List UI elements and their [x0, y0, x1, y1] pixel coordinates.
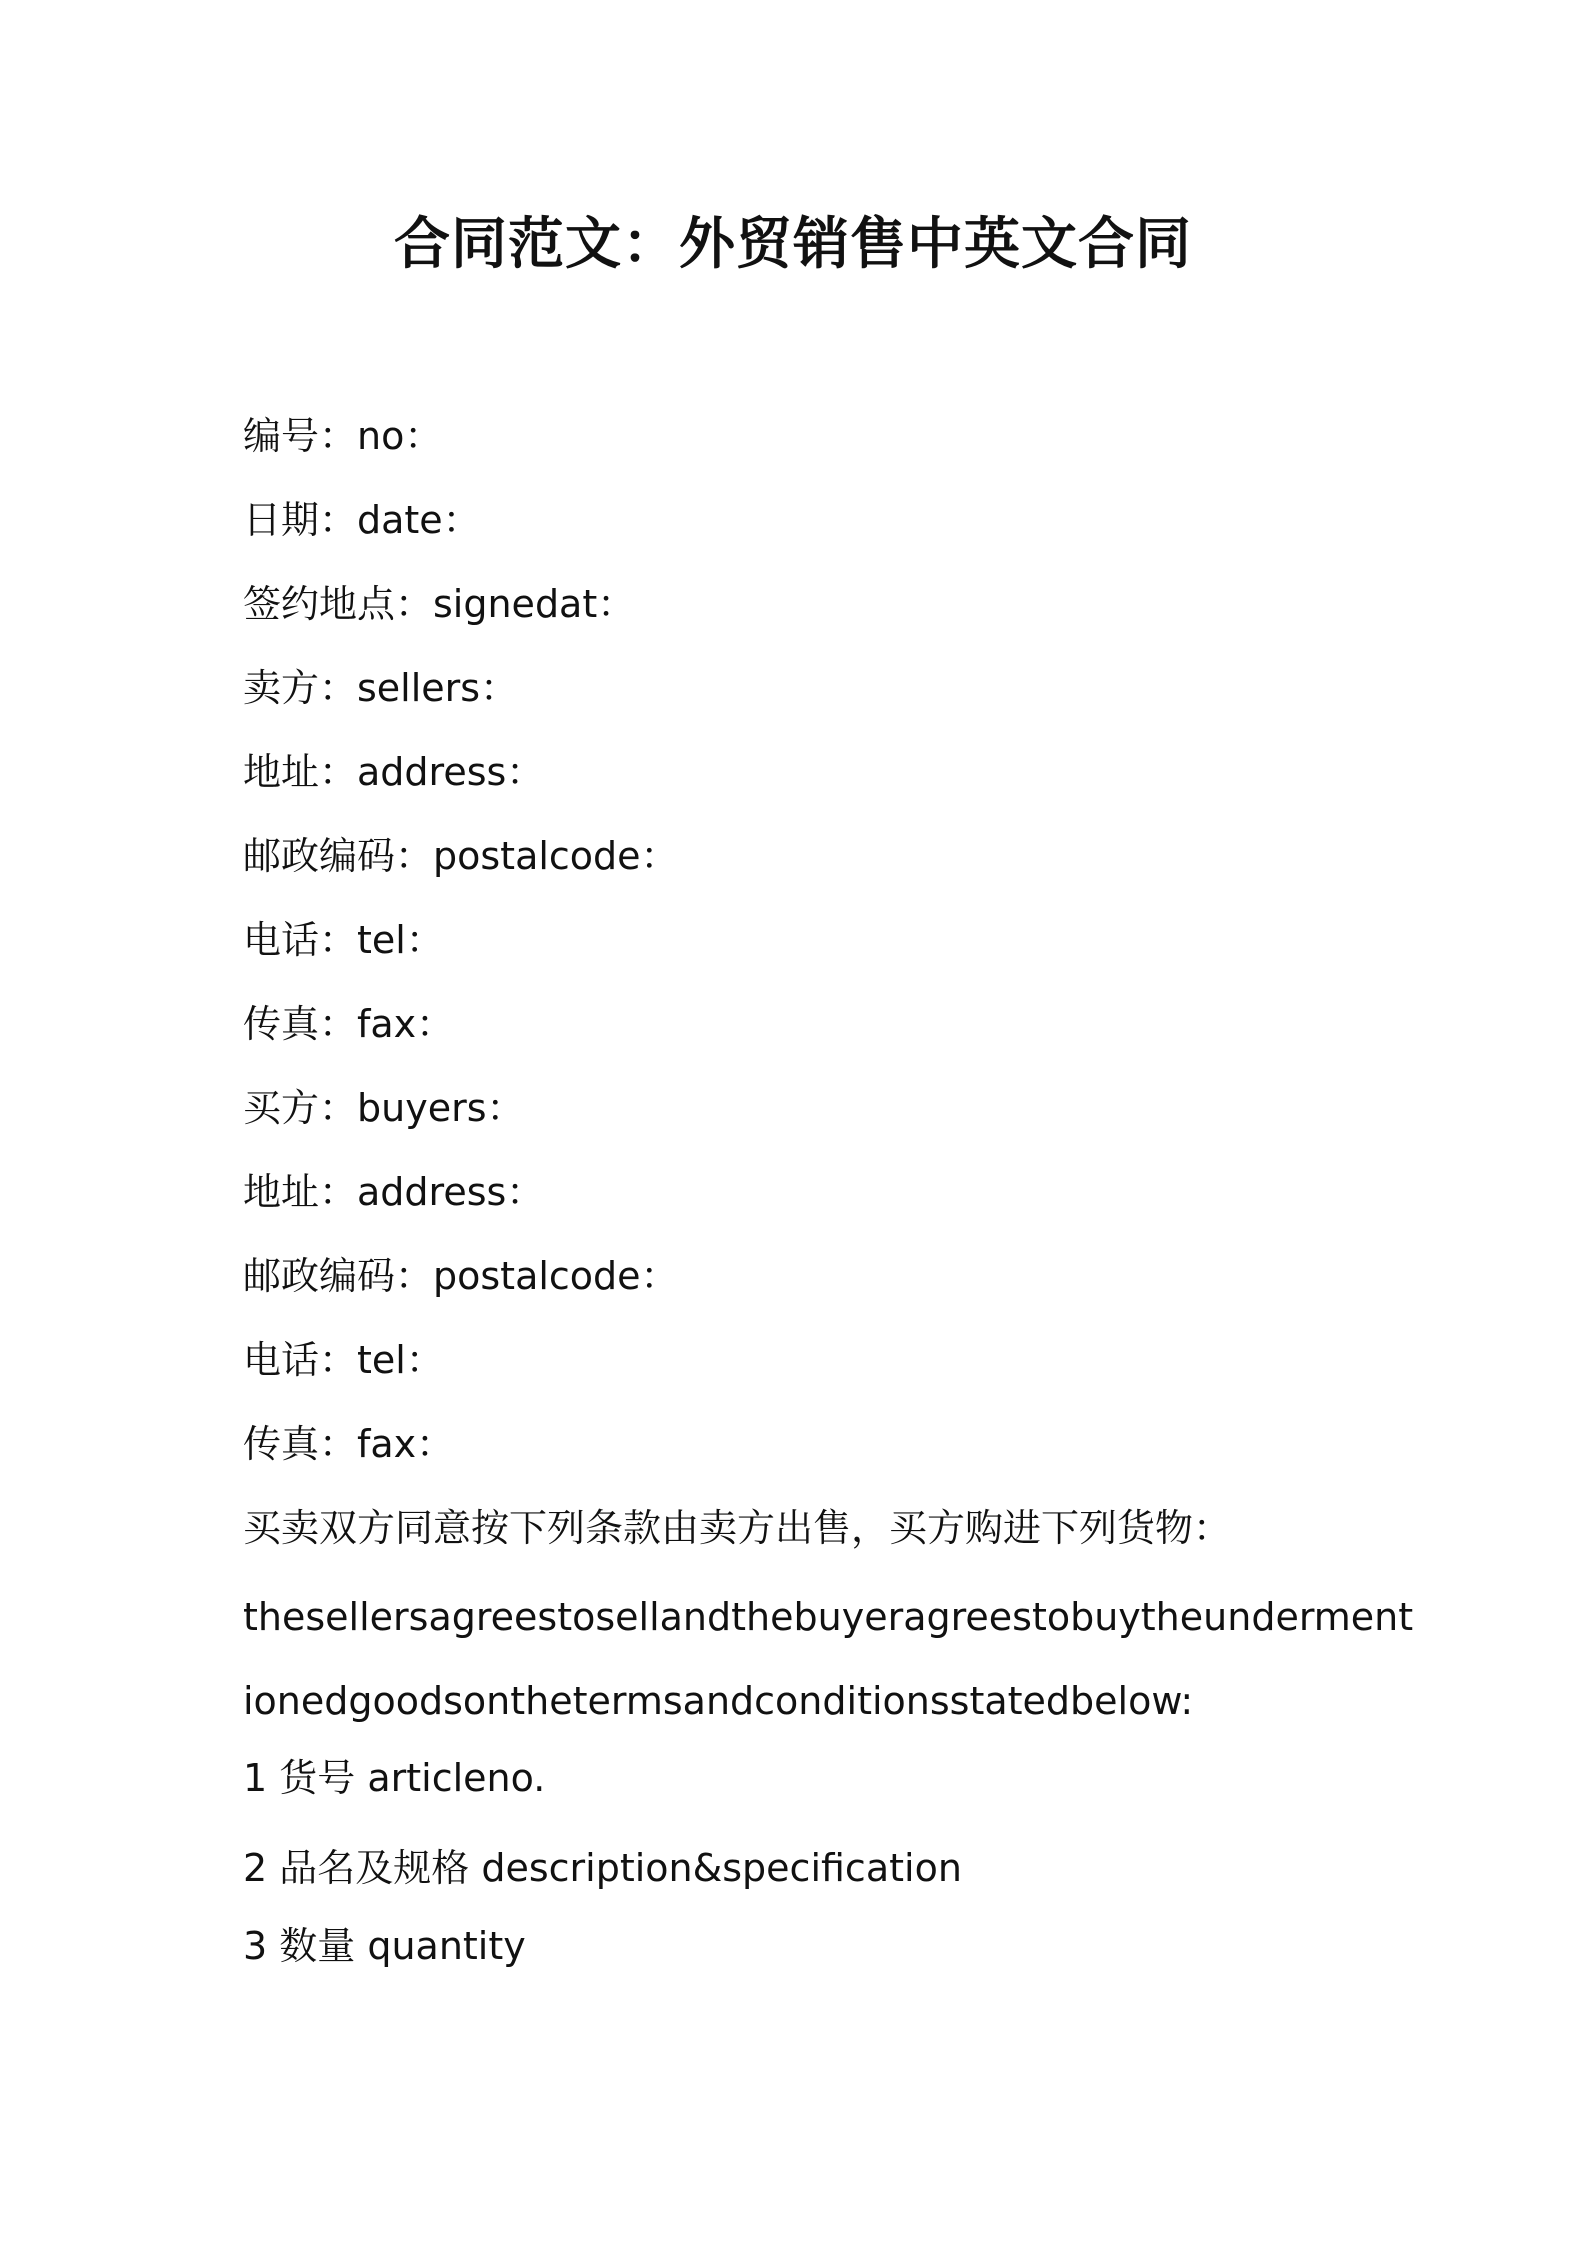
item-description-specification: 2 品名及规格 description&specification [243, 1846, 962, 1890]
document-title: 合同范文：外贸销售中英文合同 [394, 212, 1192, 277]
field-seller: 卖方：sellers： [243, 666, 519, 710]
field-seller-fax: 传真：fax： [243, 1002, 455, 1046]
field-buyer-fax: 传真：fax： [243, 1422, 455, 1466]
agreement-english-line-2: ionedgoodsonthetermsandconditionsstatedbelow: [243, 1679, 1194, 1723]
field-buyer-address: 地址：address： [243, 1170, 545, 1214]
agreement-chinese: 买卖双方同意按下列条款由卖方出售，买方购进下列货物： [243, 1506, 1232, 1550]
field-buyer-postal-code: 邮政编码：postalcode： [243, 1254, 679, 1298]
field-buyer-tel: 电话：tel： [243, 1338, 444, 1382]
item-quantity: 3 数量 quantity [243, 1924, 526, 1968]
field-seller-tel: 电话：tel： [243, 918, 444, 962]
field-date: 日期：date： [243, 498, 481, 542]
item-article-number: 1 货号 articleno. [243, 1756, 546, 1800]
field-buyer: 买方：buyers： [243, 1086, 525, 1130]
field-signing-place: 签约地点：signedat： [243, 582, 636, 626]
agreement-english-line-1: thesellersagreestosellandthebuyeragreestobuytheunderment [243, 1595, 1414, 1639]
field-seller-postal-code: 邮政编码：postalcode： [243, 834, 679, 878]
field-seller-address: 地址：address： [243, 750, 545, 794]
field-number: 编号：no： [243, 414, 443, 458]
